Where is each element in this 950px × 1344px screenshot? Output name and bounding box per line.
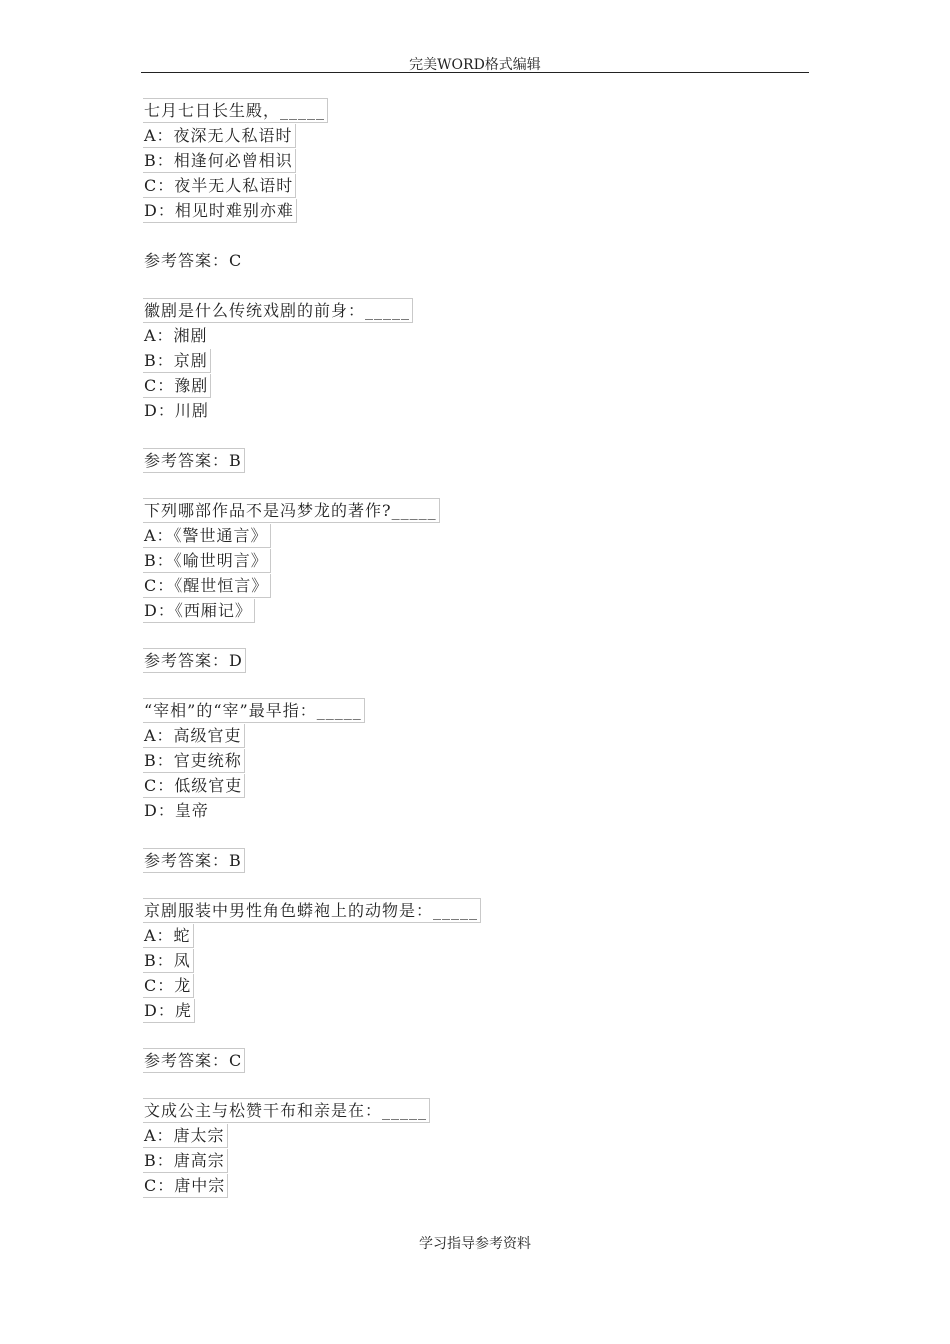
question-stem: 徽剧是什么传统戏剧的前身：_____ — [143, 298, 413, 323]
option-d: D：相见时难别亦难 — [143, 199, 297, 223]
option-a: A：湘剧 — [144, 326, 208, 345]
question-stem: 京剧服装中男性角色蟒袍上的动物是：_____ — [143, 898, 481, 923]
question-stem: 七月七日长生殿，_____ — [143, 98, 328, 123]
answer-text: 参考答案：B — [143, 848, 245, 873]
option-d: D：川剧 — [144, 401, 209, 420]
option-b: B：相逢何必曾相识 — [143, 149, 296, 173]
question-5 — [143, 898, 823, 1073]
question-list — [143, 98, 823, 1223]
answer-text: 参考答案：C — [144, 251, 243, 270]
answer-text: 参考答案：B — [143, 448, 245, 473]
page-footer: 学习指导参考资料 — [419, 1236, 531, 1252]
option-b: B：《喻世明言》 — [143, 549, 271, 573]
question-6 — [143, 1098, 823, 1198]
question-3 — [143, 498, 823, 673]
option-c: C：低级官吏 — [143, 774, 245, 798]
question-1 — [143, 98, 823, 273]
option-d: D：《西厢记》 — [143, 599, 255, 623]
question-stem: 文成公主与松赞干布和亲是在：_____ — [143, 1098, 430, 1123]
option-a: A：《警世通言》 — [143, 524, 271, 548]
option-a: A：夜深无人私语时 — [143, 124, 296, 148]
question-4 — [143, 698, 823, 873]
option-c: C：豫剧 — [143, 374, 211, 398]
option-c: C：夜半无人私语时 — [143, 174, 296, 198]
option-a: A：唐太宗 — [143, 1124, 228, 1148]
question-stem: 下列哪部作品不是冯梦龙的著作?_____ — [143, 498, 440, 523]
page-header: 完美WORD格式编辑 — [409, 57, 541, 73]
option-c: C：唐中宗 — [143, 1174, 228, 1198]
option-d: D：虎 — [143, 999, 195, 1023]
option-b: B：官吏统称 — [143, 749, 245, 773]
option-b: B：唐高宗 — [143, 1149, 228, 1173]
option-d: D：皇帝 — [144, 801, 209, 820]
option-c: C：龙 — [143, 974, 194, 998]
header-rule — [141, 72, 809, 73]
answer-text: 参考答案：C — [143, 1048, 245, 1073]
option-a: A：蛇 — [143, 924, 194, 948]
option-b: B：京剧 — [143, 349, 211, 373]
question-stem: “宰相”的“宰”最早指：_____ — [143, 698, 365, 723]
answer-text: 参考答案：D — [143, 648, 246, 673]
option-c: C：《醒世恒言》 — [143, 574, 271, 598]
question-2 — [143, 298, 823, 473]
option-b: B：凤 — [143, 949, 194, 973]
option-a: A：高级官吏 — [143, 724, 245, 748]
